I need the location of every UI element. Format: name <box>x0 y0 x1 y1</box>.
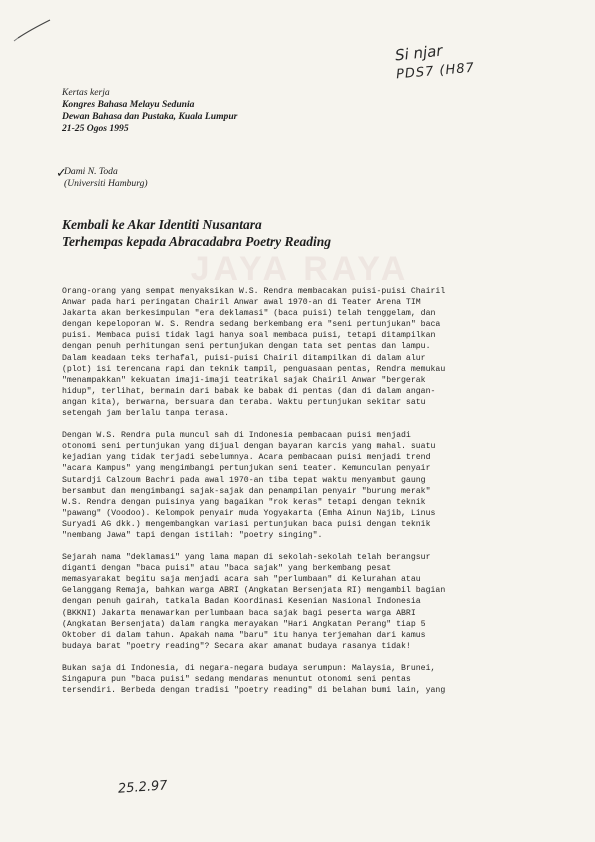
body-line: "acara Kampus" yang mengimbangi pertunjukan seni teater. Kemunculan penyair <box>62 464 431 474</box>
body-line: W.S. Rendra dengan puisinya yang bagaikan "rok keras" tetapi dengan teknik <box>62 497 426 507</box>
body-paragraph <box>62 430 550 541</box>
body-line: diganti dengan "baca puisi" atau "baca sajak" yang berkembang pesat <box>62 564 392 574</box>
body-line: puisi. Membaca puisi tidak lagi hanya soal membaca puisi, tetapi ditampilkan <box>62 331 436 341</box>
body-line: "menampakkan" kekuatan imaji-imaji teatrikal sajak Chairil Anwar "bergerak <box>62 375 426 385</box>
body-line: Orang-orang yang sempat menyaksikan W.S. Rendra membacakan puisi-puisi Chairil <box>62 287 446 296</box>
body-line: bersambut dan mengimbangi sajak-sajak dan penampilan penyair "burung merak" <box>62 486 431 496</box>
title-line-1: Kembali ke Akar Identiti Nusantara <box>62 217 262 232</box>
watermark: JAYA RAYA <box>190 250 410 288</box>
handwritten-note-line2: PDS7 (H87 <box>395 60 476 83</box>
body-line: (Angkatan Bersenjata) dalam rangka merayakan "Hari Angkatan Perang" tiap 5 <box>62 619 426 629</box>
paper-info <box>62 87 237 135</box>
handwritten-date: 25.2.97 <box>117 778 169 797</box>
body-line: Bukan saja di Indonesia, di negara-negara budaya serumpun: Malaysia, Brunei, <box>62 663 436 673</box>
body-line: Dalam keadaan teks terhafal, puisi-puisi Chairil ditampilkan di dalam alur <box>62 353 426 363</box>
check-mark-icon: ✓ <box>56 166 67 181</box>
event-name: Kongres Bahasa Melayu Sedunia <box>62 99 195 110</box>
body-line: Singapura pun "baca puisi" sedang mendaras menuntut otonomi seni pentas <box>62 675 411 684</box>
body-line: budaya barat "poetry reading"? Secara akar amanat budaya rasanya tidak! <box>62 641 411 651</box>
body-line: Gelanggang Remaja, bahkan warga ABRI (Angkatan Bersenjata RI) mengambil bagian <box>62 586 446 596</box>
body-line: memasyarakat begitu saja menjadi acara sah "perlumbaan" di Kelurahan atau <box>62 575 421 585</box>
body-paragraph <box>62 286 550 419</box>
body-line: Oktober di dalam tahun. Apakah nama "baru" itu hanya terjemahan dari kamus <box>62 630 426 640</box>
host-name: Dewan Bahasa dan Pustaka, Kuala Lumpur <box>62 111 238 122</box>
handwritten-note-line1: Si njar <box>394 41 444 65</box>
body-line: kejadian yang tidak terjadi sebelumnya. Acara pembacaan puisi menjadi trend <box>62 453 431 463</box>
body-line: tersendiri. Berbeda dengan tradisi "poetry reading" di belahan bumi lain, yang <box>62 686 446 696</box>
body-line: Sejarah nama "deklamasi" yang lama mapan di sekolah-sekolah telah berangsur <box>62 553 431 563</box>
body-line: "pawang" (Voodoo). Kelompok penyair muda Yogyakarta (Emha Ainun Najib, Linus <box>62 508 436 518</box>
paper-label: Kertas kerja <box>62 87 110 98</box>
body-line: Jakarta akan berkesimpulan "era deklamasi" (baca puisi) telah tenggelam, dan <box>62 309 436 319</box>
author-block <box>64 166 148 190</box>
body-line: Suryadi AG dkk.) mengembangkan variasi pertunjukan baca puisi dengan teknik <box>62 519 431 529</box>
body-line: hidup", terlihat, bermain dari babak ke babak di pentas (dan di dalam angan- <box>62 386 436 396</box>
body-line: dengan penuh perhitungan seni pertunjukan dengan tata set pentas dan lampu. <box>62 342 431 352</box>
event-dates: 21-25 Ogos 1995 <box>62 123 129 134</box>
body-line: angan kita), berwarna, bersuara dan teraba. Waktu pertunjukan sekitar satu <box>62 397 426 407</box>
body-line: Sutardji Calzoum Bachri pada awal 1970-an tiba tepat waktu menyambut gaung <box>62 475 426 485</box>
author-name: Dami N. Toda <box>64 166 118 177</box>
body-line: dengan kepeloporan W. S. Rendra sedang berkembang era "seni pertunjukan" baca <box>62 320 441 330</box>
body-line: (plot) isi terencana rapi dan teknik tampil, penguasaan pentas, Rendra memukau <box>62 364 446 374</box>
body-line: setengah jam berlalu tanpa terasa. <box>62 409 230 419</box>
body-paragraph <box>62 552 550 652</box>
body-line: Dengan W.S. Rendra pula muncul sah di Indonesia pembacaan puisi menjadi <box>62 431 411 441</box>
title-line-2: Terhempas kepada Abracadabra Poetry Reading <box>62 234 331 249</box>
body-text <box>62 286 550 707</box>
body-line: (BKKNI) Jakarta menawarkan perlumbaan baca sajak bagi peserta warga ABRI <box>62 608 416 618</box>
paper-title <box>62 216 331 250</box>
body-line: dengan penuh gairah, tatkala Badan Koordinasi Kesenian Nasional Indonesia <box>62 597 421 607</box>
pen-stroke-mark <box>0 0 80 60</box>
body-line: otonomi seni pertunjukan yang dijual dengan bayaran karcis yang mahal. suatu <box>62 442 436 452</box>
body-paragraph <box>62 663 550 696</box>
author-affiliation: (Universiti Hamburg) <box>64 178 148 189</box>
body-line: Anwar pada hari peringatan Chairil Anwar awal 1970-an di Teater Arena TIM <box>62 298 421 308</box>
body-line: "nembang Jawa" tapi dengan istilah: "poetry singing". <box>62 530 323 540</box>
